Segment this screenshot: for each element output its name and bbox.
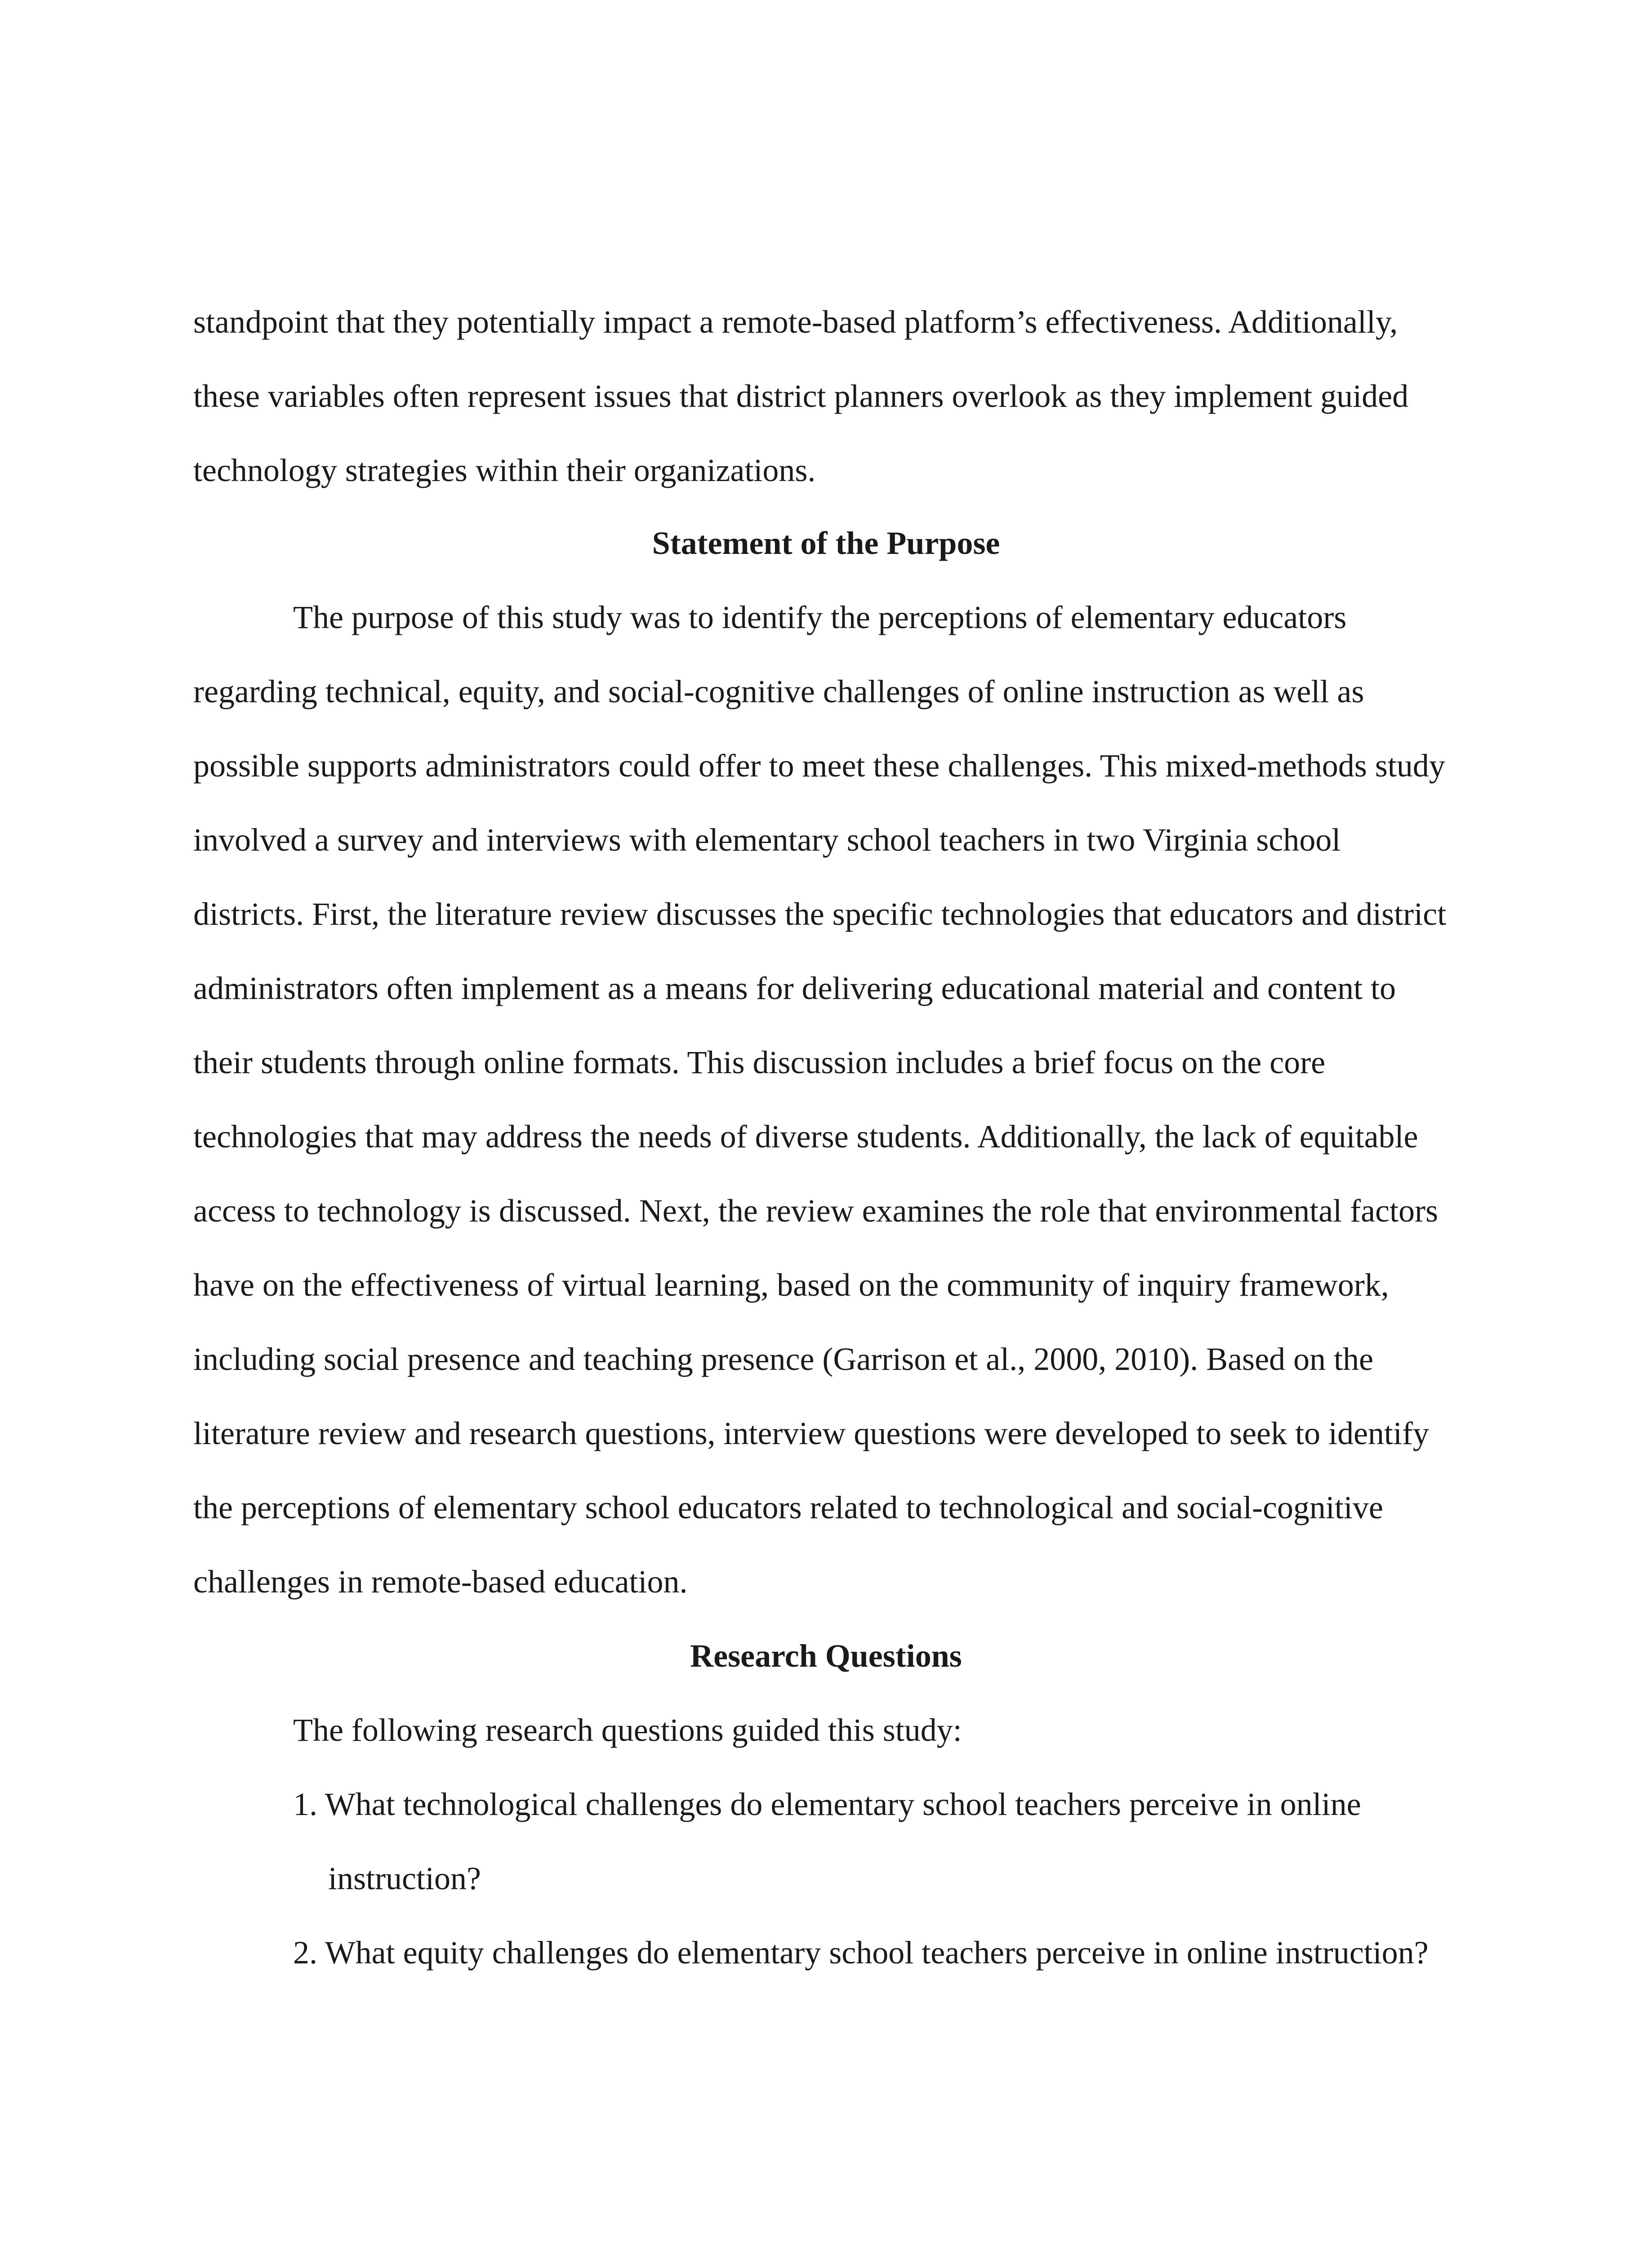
body-text-line: technology strategies within their organizations. (193, 452, 816, 488)
body-text-line: possible supports administrators could offer to meet these challenges. This mixed-methods study (193, 748, 1445, 784)
body-text-line: have on the effectiveness of virtual learning, based on the community of inquiry framework, (193, 1267, 1389, 1303)
body-text-line: including social presence and teaching presence (Garrison et al., 2000, 2010). Based on the (193, 1341, 1374, 1377)
section-heading-purpose: Statement of the Purpose (652, 525, 1000, 561)
research-question-2: 2. What equity challenges do elementary school teachers perceive in online instruction? (293, 1935, 1429, 1971)
body-text-line: the perceptions of elementary school educators related to technological and social-cognitive (193, 1490, 1383, 1525)
body-text-line: administrators often implement as a means for delivering educational material and content to (193, 970, 1396, 1006)
body-text-line: The purpose of this study was to identify the perceptions of elementary educators (293, 599, 1347, 635)
body-text-line: technologies that may address the needs of diverse students. Additionally, the lack of equitable (193, 1119, 1418, 1155)
body-text-line: challenges in remote-based education. (193, 1564, 688, 1600)
body-text-line: districts. First, the literature review discusses the specific technologies that educators and district (193, 896, 1447, 932)
body-text-line: access to technology is discussed. Next, the review examines the role that environmental factors (193, 1193, 1438, 1229)
body-text-line: regarding technical, equity, and social-cognitive challenges of online instruction as well as (193, 674, 1364, 709)
body-text-line: standpoint that they potentially impact a remote-based platform’s effectiveness. Additionally, (193, 304, 1398, 340)
body-text-line: involved a survey and interviews with elementary school teachers in two Virginia school (193, 822, 1341, 858)
questions-intro: The following research questions guided this study: (293, 1712, 962, 1748)
section-heading-research-questions: Research Questions (690, 1638, 962, 1674)
body-text-line: these variables often represent issues that district planners overlook as they implement guided (193, 378, 1409, 414)
body-text-line: their students through online formats. This discussion includes a brief focus on the core (193, 1044, 1326, 1080)
research-question-1: 1. What technological challenges do elementary school teachers perceive in online (293, 1786, 1361, 1822)
body-text-line: literature review and research questions, interview questions were developed to seek to identify (193, 1415, 1429, 1451)
research-question-1-continuation: instruction? (328, 1860, 481, 1896)
